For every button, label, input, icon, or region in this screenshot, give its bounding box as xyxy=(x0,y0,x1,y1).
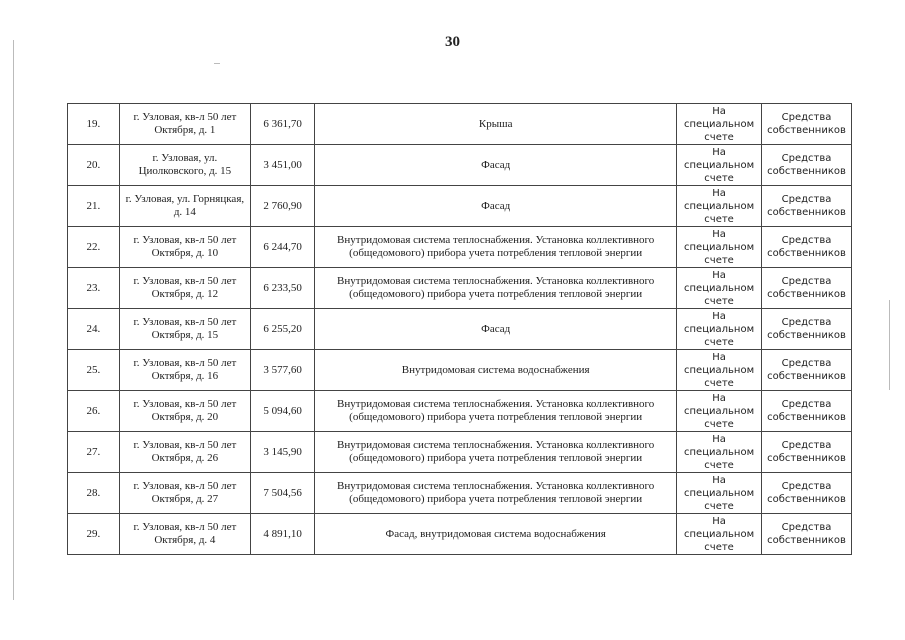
row-number-cell: 23. xyxy=(68,268,120,309)
address-cell: г. Узловая, кв-л 50 лет Октября, д. 10 xyxy=(119,227,250,268)
account-cell: На специальном счете xyxy=(677,145,762,186)
table-row xyxy=(68,432,852,473)
repair-program-table xyxy=(67,103,852,555)
row-number-cell: 28. xyxy=(68,473,120,514)
row-number-cell: 20. xyxy=(68,145,120,186)
row-number-cell: 19. xyxy=(68,104,120,145)
address-cell: г. Узловая, кв-л 50 лет Октября, д. 16 xyxy=(119,350,250,391)
address-cell: г. Узловая, кв-л 50 лет Октября, д. 4 xyxy=(119,514,250,555)
funding-source-cell: Средства собственников xyxy=(761,268,851,309)
work-type-cell: Внутридомовая система водоснабжения xyxy=(315,350,677,391)
funding-source-cell: Средства собственников xyxy=(761,350,851,391)
address-cell: г. Узловая, ул. Циолковского, д. 15 xyxy=(119,145,250,186)
address-cell: г. Узловая, кв-л 50 лет Октября, д. 12 xyxy=(119,268,250,309)
table-row xyxy=(68,186,852,227)
table-row xyxy=(68,104,852,145)
work-type-cell: Внутридомовая система теплоснабжения. Установка коллективного (общедомового) прибора учета потребления тепловой энергии xyxy=(315,391,677,432)
table-row xyxy=(68,391,852,432)
address-cell: г. Узловая, кв-л 50 лет Октября, д. 27 xyxy=(119,473,250,514)
row-number-cell: 22. xyxy=(68,227,120,268)
area-cell: 3 145,90 xyxy=(251,432,315,473)
table-row xyxy=(68,309,852,350)
funding-source-cell: Средства собственников xyxy=(761,391,851,432)
work-type-cell: Внутридомовая система теплоснабжения. Установка коллективного (общедомового) прибора учета потребления тепловой энергии xyxy=(315,432,677,473)
scan-mark xyxy=(889,300,890,390)
table-row xyxy=(68,227,852,268)
work-type-cell: Фасад xyxy=(315,309,677,350)
funding-source-cell: Средства собственников xyxy=(761,227,851,268)
area-cell: 3 451,00 xyxy=(251,145,315,186)
address-cell: г. Узловая, ул. Горняцкая, д. 14 xyxy=(119,186,250,227)
page-number: 30 xyxy=(445,34,460,50)
row-number-cell: 26. xyxy=(68,391,120,432)
funding-source-cell: Средства собственников xyxy=(761,145,851,186)
account-cell: На специальном счете xyxy=(677,391,762,432)
table-row xyxy=(68,473,852,514)
area-cell: 7 504,56 xyxy=(251,473,315,514)
table-row xyxy=(68,514,852,555)
area-cell: 4 891,10 xyxy=(251,514,315,555)
address-cell: г. Узловая, кв-л 50 лет Октября, д. 15 xyxy=(119,309,250,350)
funding-source-cell: Средства собственников xyxy=(761,186,851,227)
area-cell: 5 094,60 xyxy=(251,391,315,432)
table-row xyxy=(68,145,852,186)
account-cell: На специальном счете xyxy=(677,227,762,268)
account-cell: На специальном счете xyxy=(677,104,762,145)
address-cell: г. Узловая, кв-л 50 лет Октября, д. 20 xyxy=(119,391,250,432)
funding-source-cell: Средства собственников xyxy=(761,432,851,473)
area-cell: 6 361,70 xyxy=(251,104,315,145)
work-type-cell: Фасад, внутридомовая система водоснабжения xyxy=(315,514,677,555)
work-type-cell: Крыша xyxy=(315,104,677,145)
work-type-cell: Фасад xyxy=(315,186,677,227)
work-type-cell: Внутридомовая система теплоснабжения. Установка коллективного (общедомового) прибора учета потребления тепловой энергии xyxy=(315,227,677,268)
account-cell: На специальном счете xyxy=(677,186,762,227)
account-cell: На специальном счете xyxy=(677,473,762,514)
row-number-cell: 29. xyxy=(68,514,120,555)
work-type-cell: Внутридомовая система теплоснабжения. Установка коллективного (общедомового) прибора учета потребления тепловой энергии xyxy=(315,473,677,514)
work-type-cell: Фасад xyxy=(315,145,677,186)
address-cell: г. Узловая, кв-л 50 лет Октября, д. 26 xyxy=(119,432,250,473)
funding-source-cell: Средства собственников xyxy=(761,104,851,145)
funding-source-cell: Средства собственников xyxy=(761,514,851,555)
area-cell: 2 760,90 xyxy=(251,186,315,227)
funding-source-cell: Средства собственников xyxy=(761,473,851,514)
table-row xyxy=(68,268,852,309)
table-body xyxy=(68,104,852,555)
scan-mark xyxy=(13,40,14,600)
row-number-cell: 21. xyxy=(68,186,120,227)
account-cell: На специальном счете xyxy=(677,350,762,391)
area-cell: 6 233,50 xyxy=(251,268,315,309)
area-cell: 6 244,70 xyxy=(251,227,315,268)
area-cell: 3 577,60 xyxy=(251,350,315,391)
account-cell: На специальном счете xyxy=(677,514,762,555)
row-number-cell: 24. xyxy=(68,309,120,350)
account-cell: На специальном счете xyxy=(677,309,762,350)
work-type-cell: Внутридомовая система теплоснабжения. Установка коллективного (общедомового) прибора учета потребления тепловой энергии xyxy=(315,268,677,309)
address-cell: г. Узловая, кв-л 50 лет Октября, д. 1 xyxy=(119,104,250,145)
row-number-cell: 27. xyxy=(68,432,120,473)
scan-mark xyxy=(214,63,220,64)
area-cell: 6 255,20 xyxy=(251,309,315,350)
row-number-cell: 25. xyxy=(68,350,120,391)
funding-source-cell: Средства собственников xyxy=(761,309,851,350)
account-cell: На специальном счете xyxy=(677,268,762,309)
account-cell: На специальном счете xyxy=(677,432,762,473)
table-row xyxy=(68,350,852,391)
